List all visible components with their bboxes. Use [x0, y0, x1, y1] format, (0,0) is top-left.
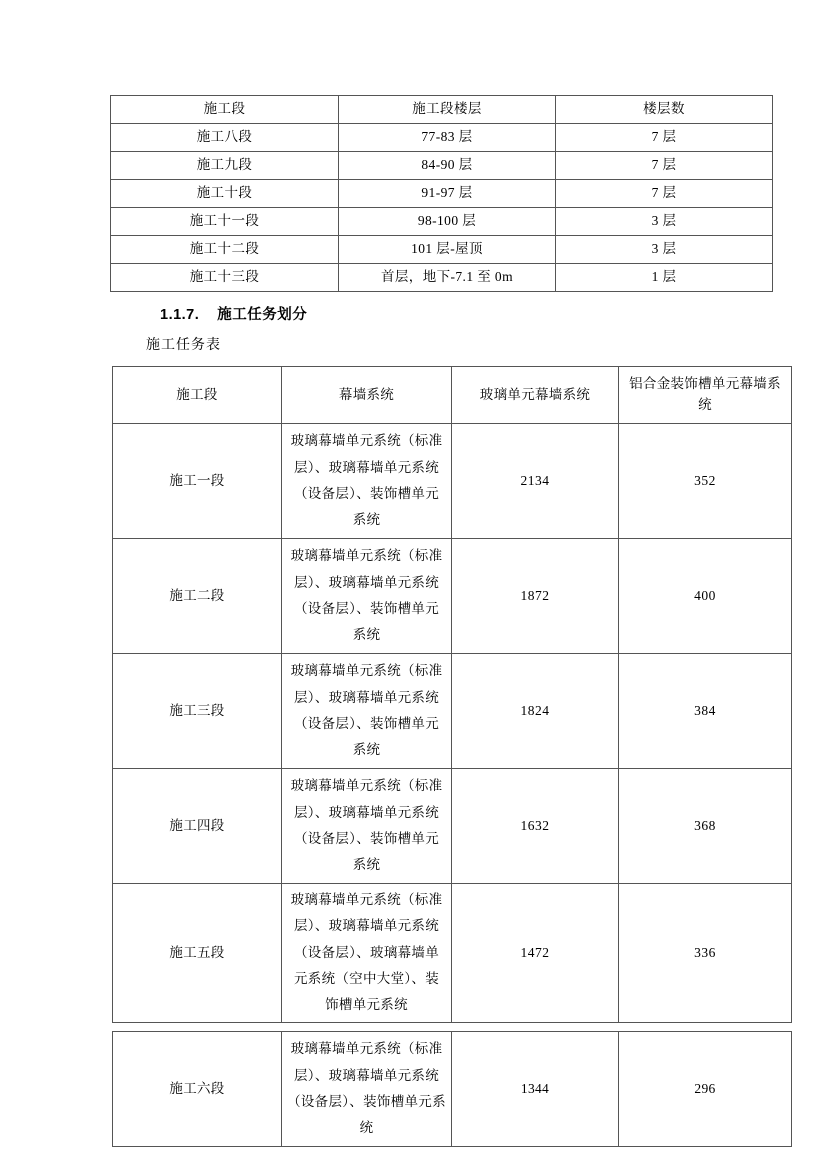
table-row: [113, 1032, 792, 1147]
cell-glass-unit: 1824: [452, 654, 619, 769]
table-row: [113, 654, 792, 769]
cell-alu-trough-unit: 352: [619, 424, 792, 539]
column-header-floor-count: 楼层数: [556, 96, 773, 124]
cell-floors: 首层，地下-7.1 至 0m: [339, 264, 556, 292]
table-row: [111, 208, 773, 236]
segment-table: [110, 95, 773, 292]
cell-system: 玻璃幕墙单元系统（标准层）、玻璃幕墙单元系统（设备层）、装饰槽单元系统: [282, 654, 452, 769]
cell-floors: 91-97 层: [339, 180, 556, 208]
cell-glass-unit: 1632: [452, 769, 619, 884]
column-header-segment: 施工段: [113, 367, 282, 424]
cell-segment: 施工十三段: [111, 264, 339, 292]
column-header-curtain-wall-system: 幕墙系统: [282, 367, 452, 424]
cell-glass-unit: 1472: [452, 884, 619, 1023]
cell-floor-count: 7 层: [556, 152, 773, 180]
section-number: 1.1.7.: [160, 307, 200, 323]
cell-system: 玻璃幕墙单元系统（标准层）、玻璃幕墙单元系统（设备层）、装饰槽单元系统: [282, 539, 452, 654]
cell-alu-trough-unit: 368: [619, 769, 792, 884]
task-table: [112, 366, 792, 1023]
table-row: [111, 236, 773, 264]
table-row: [113, 424, 792, 539]
cell-segment: 施工九段: [111, 152, 339, 180]
cell-floor-count: 7 层: [556, 180, 773, 208]
cell-segment: 施工八段: [111, 124, 339, 152]
table-row: [111, 264, 773, 292]
cell-glass-unit: 1872: [452, 539, 619, 654]
cell-segment: 施工十二段: [111, 236, 339, 264]
table-row: [113, 884, 792, 1023]
cell-floor-count: 1 层: [556, 264, 773, 292]
table-row: [113, 539, 792, 654]
section-heading: [160, 303, 307, 324]
cell-segment: 施工五段: [113, 884, 282, 1023]
cell-alu-trough-unit: 336: [619, 884, 792, 1023]
cell-glass-unit: 2134: [452, 424, 619, 539]
table-row: [113, 769, 792, 884]
column-header-alu-trough-unit: 铝合金装饰槽单元幕墙系统: [619, 367, 792, 424]
cell-alu-trough-unit: 296: [619, 1032, 792, 1147]
cell-floor-count: 3 层: [556, 208, 773, 236]
task-table-continued: [112, 1031, 792, 1147]
table-header-row: [111, 96, 773, 124]
cell-floors: 84-90 层: [339, 152, 556, 180]
cell-segment: 施工六段: [113, 1032, 282, 1147]
cell-segment: 施工二段: [113, 539, 282, 654]
cell-segment: 施工十段: [111, 180, 339, 208]
cell-system: 玻璃幕墙单元系统（标准层）、玻璃幕墙单元系统（设备层）、装饰槽单元系统: [282, 424, 452, 539]
cell-floors: 77-83 层: [339, 124, 556, 152]
cell-alu-trough-unit: 384: [619, 654, 792, 769]
cell-segment: 施工十一段: [111, 208, 339, 236]
table-row: [111, 152, 773, 180]
cell-floor-count: 7 层: [556, 124, 773, 152]
column-header-floors: 施工段楼层: [339, 96, 556, 124]
cell-system: 玻璃幕墙单元系统（标准层）、玻璃幕墙单元系统（设备层）、装饰槽单元系统: [282, 1032, 452, 1147]
cell-floors: 101 层-屋顶: [339, 236, 556, 264]
cell-segment: 施工一段: [113, 424, 282, 539]
cell-system: 玻璃幕墙单元系统（标准层）、玻璃幕墙单元系统（设备层）、装饰槽单元系统: [282, 769, 452, 884]
cell-segment: 施工四段: [113, 769, 282, 884]
column-header-segment: 施工段: [111, 96, 339, 124]
cell-floor-count: 3 层: [556, 236, 773, 264]
section-title: 施工任务划分: [217, 307, 308, 323]
table-row: [111, 180, 773, 208]
table-row: [111, 124, 773, 152]
table-caption: 施工任务表: [146, 338, 221, 353]
cell-floors: 98-100 层: [339, 208, 556, 236]
cell-segment: 施工三段: [113, 654, 282, 769]
task-table-clipped-row-container: [112, 1031, 757, 1136]
cell-alu-trough-unit: 400: [619, 539, 792, 654]
table-header-row: [113, 367, 792, 424]
cell-glass-unit: 1344: [452, 1032, 619, 1147]
cell-system: 玻璃幕墙单元系统（标准层）、玻璃幕墙单元系统（设备层）、玻璃幕墙单元系统（空中大堂）、装饰槽单元系统: [282, 884, 452, 1023]
column-header-glass-unit: 玻璃单元幕墙系统: [452, 367, 619, 424]
